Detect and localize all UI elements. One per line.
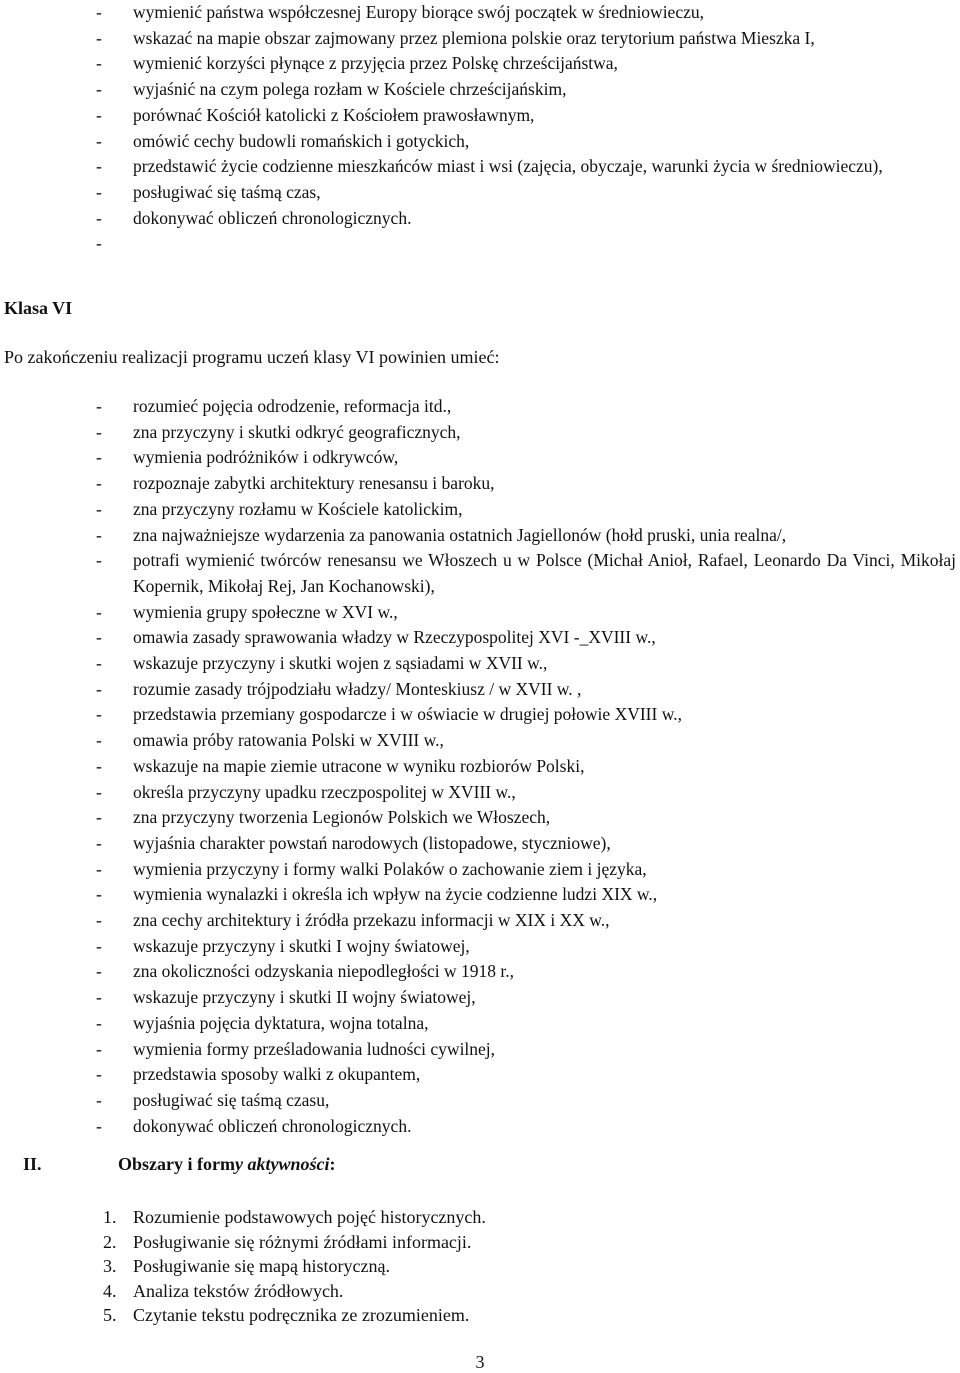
list-item [96,754,956,780]
list-item-text: potrafi wymienić twórców renesansu we Włoszech u w Polsce (Michał Anioł, Rafael, Leonardo Da Vinci, Mikołaj Kopernik, Mikołaj Rej, Jan Kochanowski), [133,550,956,596]
dash-bullet: - [96,935,102,956]
dash-bullet: - [96,104,102,125]
dash-bullet: - [96,473,102,494]
dash-bullet: - [96,858,102,879]
dash-bullet: - [96,53,102,74]
list-item-text: omawia próby ratowania Polski w XVIII w., [133,730,444,751]
dash-bullet: - [96,498,102,519]
list-item [96,677,956,703]
list-item [96,1011,956,1037]
list-item [96,805,956,831]
dash-bullet: - [96,961,102,982]
list-item [96,1088,956,1114]
dash-bullet: - [96,2,102,22]
dash-bullet: - [96,79,102,100]
list-item [96,625,956,651]
list-item-text: zna przyczyny i skutki odkryć geograficznych, [133,421,461,442]
list-item-text: zna przyczyny tworzenia Legionów Polskich we Włoszech, [133,807,551,828]
dash-bullet: - [96,524,102,545]
intro-sentence: Po zakończeniu realizacji programu uczeń klasy VI powinien umieć: [4,347,500,367]
activity-item [103,1205,903,1230]
list-item-text: dokonywać obliczeń chronologicznych. [133,207,412,228]
list-item [96,882,956,908]
list-item [96,548,956,599]
list-item [96,959,956,985]
dash-bullet: - [96,910,102,931]
dash-bullet: - [96,27,102,48]
dash-bullet: - [96,781,102,802]
activity-item [103,1230,903,1255]
list-item [96,420,956,446]
list-item [96,26,956,52]
activity-text: Rozumienie podstawowych pojęć historycznych. [133,1207,486,1227]
dash-bullet: - [96,601,102,622]
activity-text: Analiza tekstów źródłowych. [133,1280,344,1301]
activity-number: 3. [103,1256,117,1276]
activity-number: 4. [103,1280,117,1301]
dash-bullet: - [96,447,102,468]
list-item-text: rozumie zasady trójpodziału władzy/ Monteskiusz / w XVII w. , [133,678,582,699]
activity-text: Posługiwanie się różnymi źródłami informacji. [133,1231,472,1252]
dash-bullet: - [96,730,102,751]
list-item [96,651,956,677]
list-item-text: posługiwać się taśmą czas, [133,181,321,202]
list-item-text: wyjaśnia charakter powstań narodowych (listopadowe, styczniowe), [133,832,611,853]
dash-bullet: - [96,987,102,1008]
list-item [96,831,956,857]
list-item-text: wyjaśnić na czym polega rozłam w Kościele chrześcijańskim, [133,79,567,100]
dash-bullet: - [96,207,102,228]
list-item-text: rozpoznaje zabytki architektury renesansu i baroku, [133,473,495,494]
dash-bullet: - [96,156,102,177]
list-item-text: omówić cechy budowli romańskich i gotyckich, [133,130,470,151]
dash-bullet: - [96,1038,102,1059]
list-item-text: wskazuje przyczyny i skutki II wojny światowej, [133,987,476,1008]
dash-bullet: - [96,1089,102,1110]
list-item [96,445,956,471]
dash-bullet: - [96,421,102,442]
list-item-text: przedstawić życie codzienne mieszkańców miast i wsi (zajęcia, obyczaje, warunki życia w średniowieczu), [133,156,883,177]
page-number: 3 [475,1352,485,1372]
dash-bullet: - [96,130,102,151]
list-item-text: wskazuje na mapie ziemie utracone w wyniku rozbiorów Polski, [133,755,585,776]
dash-bullet: - [96,550,102,571]
dash-bullet: - [96,832,102,853]
activity-item [103,1303,903,1328]
dash-bullet: - [96,807,102,828]
dash-bullet: - [96,1012,102,1033]
activities-list [103,1205,903,1328]
list-item-text: wskazuje przyczyny i skutki I wojny światowej, [133,935,470,956]
list-item [96,857,956,883]
list-item-text: wskazać na mapie obszar zajmowany przez plemiona polskie oraz terytorium państwa Mieszka I, [133,27,815,48]
list-item-text: wymienia grupy społeczne w XVI w., [133,601,398,622]
section-number: II. [23,1154,42,1174]
dash-bullet: - [96,704,102,725]
list-item-text: wymienia podróżników i odkrywców, [133,447,399,468]
list-item-text: przedstawia sposoby walki z okupantem, [133,1064,421,1085]
list-item [96,985,956,1011]
list-item-text: zna cechy architektury i źródła przekazu informacji w XIX i XX w., [133,910,610,931]
skills-list-grade-vi [96,394,956,1139]
list-item [96,51,956,77]
activity-text: Posługiwanie się mapą historyczną. [133,1256,390,1276]
list-item [96,908,956,934]
list-item [96,728,956,754]
dash-bullet: - [96,233,102,254]
dash-bullet: - [96,653,102,674]
dash-bullet: - [96,755,102,776]
skills-list-grade-v [96,0,956,254]
list-item [96,206,956,232]
list-item [96,497,956,523]
list-item-text: dokonywać obliczeń chronologicznych. [133,1115,412,1136]
list-item [96,523,956,549]
list-item-text: wymienia formy prześladowania ludności cywilnej, [133,1038,496,1059]
list-item [96,600,956,626]
activity-number: 1. [103,1207,117,1227]
list-item [96,934,956,960]
dash-bullet: - [96,181,102,202]
dash-bullet: - [96,884,102,905]
list-item-text: rozumieć pojęcia odrodzenie, reformacja itd., [133,396,452,416]
activity-item [103,1254,903,1279]
activity-number: 5. [103,1305,117,1325]
section-title: Obszary i formy aktywności: [118,1154,336,1174]
list-item-text: porównać Kościół katolicki z Kościołem prawosławnym, [133,104,535,125]
list-item [96,1037,956,1063]
dash-bullet: - [96,1064,102,1085]
list-item-text: zna okoliczności odzyskania niepodległości w 1918 r., [133,961,515,982]
list-item [96,702,956,728]
dash-bullet: - [96,396,102,416]
list-item-text: posługiwać się taśmą czasu, [133,1089,330,1110]
list-item [96,129,956,155]
list-item [96,394,956,420]
dash-bullet: - [96,678,102,699]
list-item [96,780,956,806]
list-item [96,1062,956,1088]
list-item-text: przedstawia przemiany gospodarcze i w oświacie w drugiej połowie XVIII w., [133,704,682,725]
list-item [96,471,956,497]
list-item-text: wyjaśnia pojęcia dyktatura, wojna totalna, [133,1012,429,1033]
list-item [96,103,956,129]
list-item [96,77,956,103]
list-item-text: wymienić korzyści płynące z przyjęcia przez Polskę chrześcijaństwa, [133,53,618,74]
list-item-text: wymienia wynalazki i określa ich wpływ na życie codzienne ludzi XIX w., [133,884,658,905]
list-item-text: wskazuje przyczyny i skutki wojen z sąsiadami w XVII w., [133,653,548,674]
activity-item [103,1279,903,1304]
list-item-text: wymienia przyczyny i formy walki Polaków o zachowanie ziem i języka, [133,858,647,879]
list-item-text: wymienić państwa współczesnej Europy biorące swój początek w średniowieczu, [133,2,704,22]
list-item [96,180,956,206]
list-item [96,0,956,26]
activity-text: Czytanie tekstu podręcznika ze zrozumieniem. [133,1305,470,1325]
list-item-text: zna przyczyny rozłamu w Kościele katolickim, [133,498,463,519]
activity-number: 2. [103,1231,117,1252]
dash-bullet: - [96,627,102,648]
list-item [96,1114,956,1140]
list-item-text: zna najważniejsze wydarzenia za panowania ostatnich Jagiellonów (hołd pruski, unia realna/, [133,524,787,545]
list-item-text: określa przyczyny upadku rzeczpospolitej w XVIII w., [133,781,516,802]
grade-label: Klasa VI [4,298,73,318]
dash-bullet: - [96,1115,102,1136]
list-item [96,154,956,180]
list-item-text: omawia zasady sprawowania władzy w Rzeczypospolitej XVI -_XVIII w., [133,627,656,648]
